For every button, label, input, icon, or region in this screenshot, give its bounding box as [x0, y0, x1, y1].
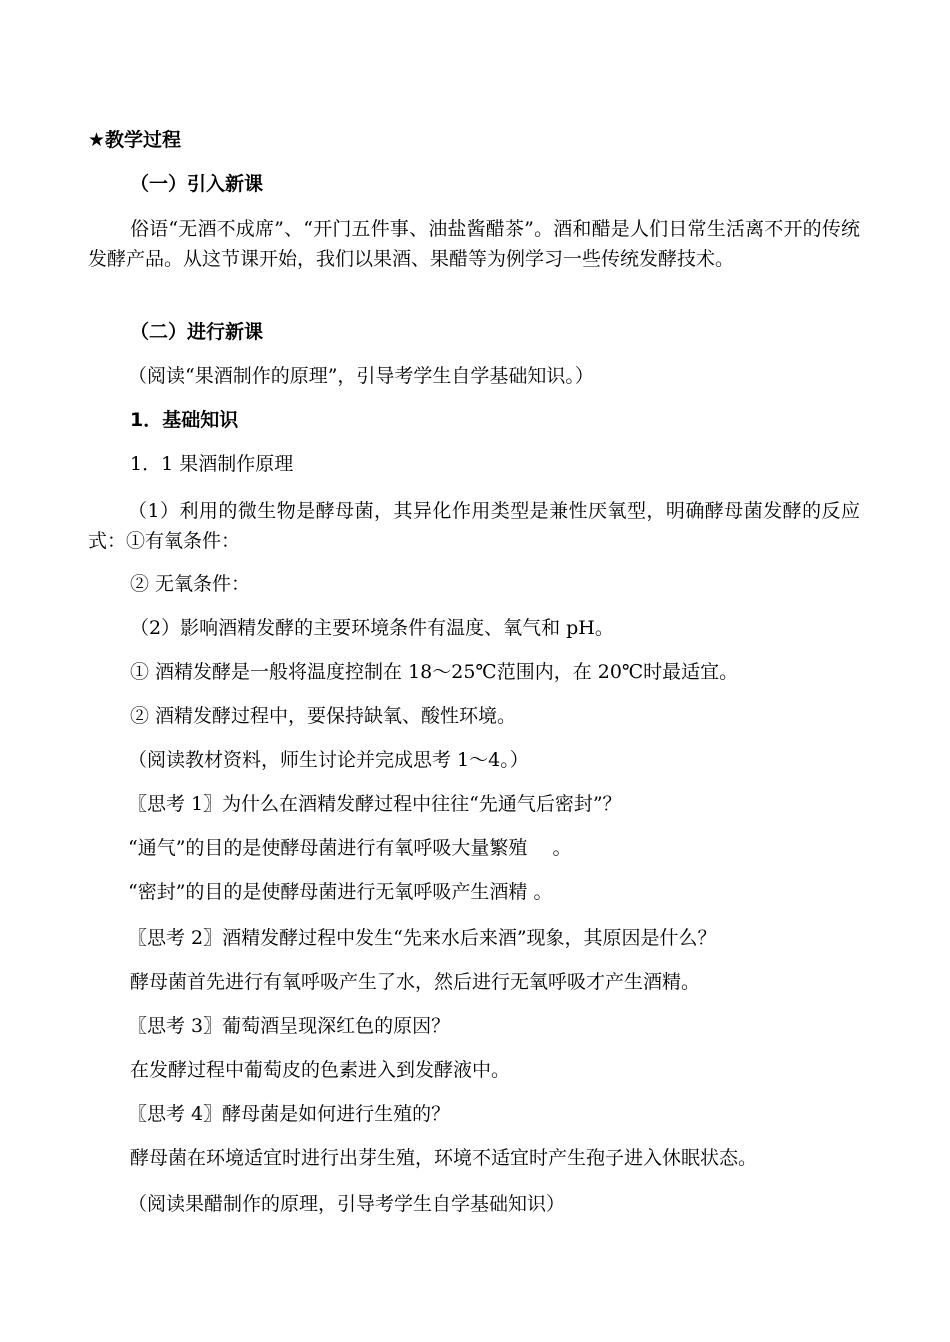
question-1: 〖思考 1〗为什么在酒精发酵过程中往往“先通气后密封”？	[128, 793, 622, 815]
point-1-paragraph: （1）利用的微生物是酵母菌，其异化作用类型是兼性厌氧型，明确酵母菌发酵的反应式：①有氧条件：	[88, 500, 860, 552]
basic-knowledge-heading: 1．基础知识	[130, 409, 239, 431]
new-lesson-heading: （二）进行新课	[130, 321, 264, 343]
reading-note-1: （阅读“果酒制作的原理”，引导考学生自学基础知识。）	[128, 365, 594, 387]
answer-4: 酵母菌在环境适宜时进行出芽生殖，环境不适宜时产生孢子进入休眠状态。	[130, 1147, 758, 1169]
section-title: ★教学过程	[88, 129, 182, 151]
answer-1-ventilation: “通气”的目的是使酵母菌进行有氧呼吸大量繁殖 。	[128, 837, 572, 859]
answer-3: 在发酵过程中葡萄皮的色素进入到发酵液中。	[130, 1059, 511, 1081]
question-2: 〖思考 2〗酒精发酵过程中发生“先来水后来酒”现象，其原因是什么？	[128, 927, 717, 949]
answer-2: 酵母菌首先进行有氧呼吸产生了水，然后进行无氧呼吸才产生酒精。	[130, 971, 701, 993]
point-1-anaerobic: ② 无氧条件：	[130, 573, 251, 595]
intro-paragraph: 俗语“无酒不成席”、“开门五件事、油盐酱醋茶”。酒和醋是人们日常生活离不开的传统发酵产品。从这节课开始，我们以果酒、果醋等为例学习一些传统发酵技术。	[88, 218, 860, 270]
intro-heading: （一）引入新课	[130, 173, 264, 195]
question-3: 〖思考 3〗葡萄酒呈现深红色的原因？	[128, 1015, 451, 1037]
point-2-temperature: ① 酒精发酵是一般将温度控制在 18～25℃范围内，在 20℃时最适宜。	[130, 661, 739, 683]
question-4: 〖思考 4〗酵母菌是如何进行生殖的？	[128, 1103, 451, 1125]
sub-heading-wine-principle: 1．1 果酒制作原理	[130, 453, 294, 475]
answer-1-sealing: “密封”的目的是使酵母菌进行无氧呼吸产生酒精 。	[128, 881, 553, 903]
reading-note-3: （阅读果醋制作的原理，引导考学生自学基础知识）	[128, 1193, 566, 1215]
point-2-paragraph: （2）影响酒精发酵的主要环境条件有温度、氧气和 pH。	[130, 617, 614, 639]
reading-note-2: （阅读教材资料，师生讨论并完成思考 1～4。）	[128, 749, 529, 771]
point-2-environment: ② 酒精发酵过程中，要保持缺氧、酸性环境。	[130, 705, 517, 727]
